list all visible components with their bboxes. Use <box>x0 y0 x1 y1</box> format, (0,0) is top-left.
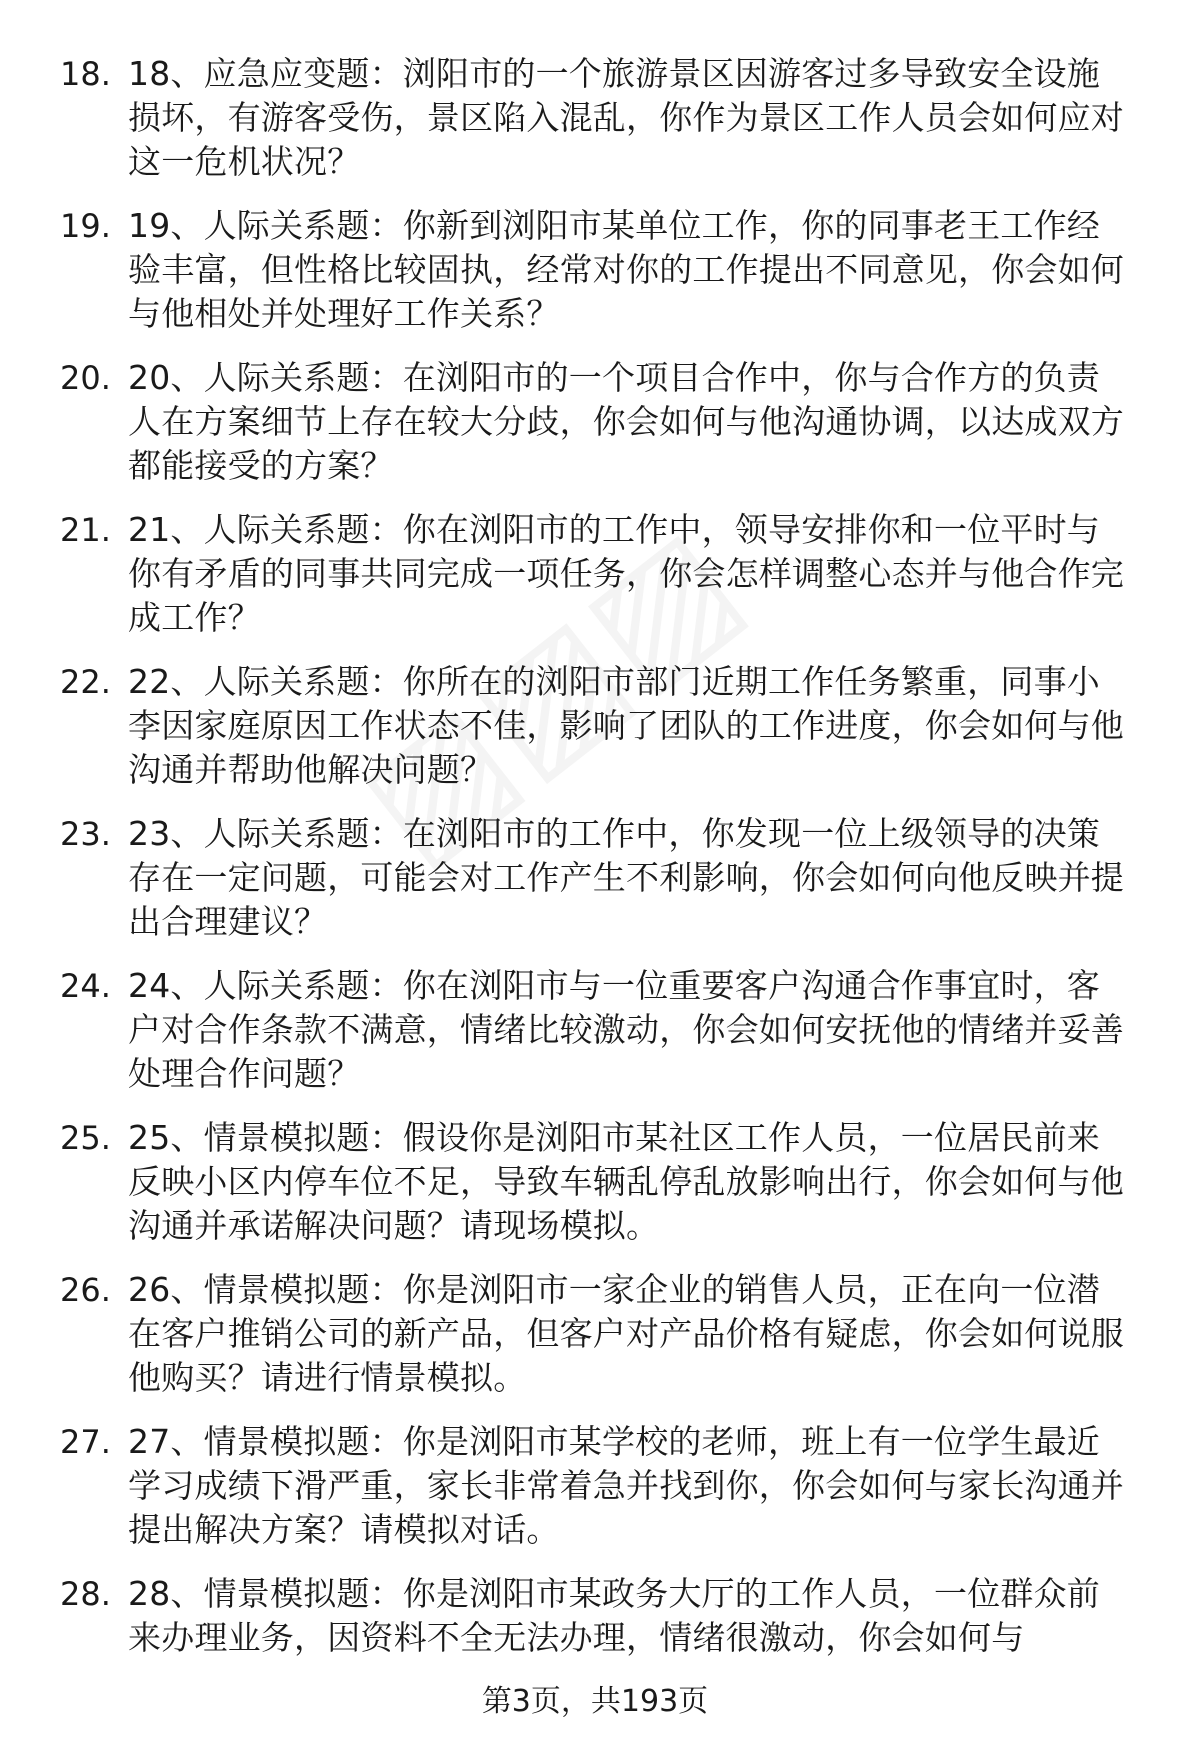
item-text: 22、人际关系题：你所在的浏阳市部门近期工作任务繁重，同事小李因家庭原因工作状态不佳，影响了团队的工作进度，你会如何与他沟通并帮助他解决问题？ <box>128 662 1124 789</box>
list-item <box>60 356 1140 488</box>
item-number: 21. <box>60 511 111 549</box>
item-text: 19、人际关系题：你新到浏阳市某单位工作，你的同事老王工作经验丰富，但性格比较固执，经常对你的工作提出不同意见，你会如何与他相处并处理好工作关系？ <box>128 206 1124 333</box>
list-item <box>60 204 1140 336</box>
list-item <box>60 964 1140 1096</box>
list-item <box>60 1268 1140 1400</box>
item-text: 23、人际关系题：在浏阳市的工作中，你发现一位上级领导的决策存在一定问题，可能会对工作产生不利影响，你会如何向他反映并提出合理建议？ <box>128 814 1124 941</box>
item-text: 18、应急应变题：浏阳市的一个旅游景区因游客过多导致安全设施损坏，有游客受伤，景区陷入混乱，你作为景区工作人员会如何应对这一危机状况？ <box>128 54 1124 181</box>
item-number: 25. <box>60 1119 111 1157</box>
list-item <box>60 508 1140 640</box>
item-number: 26. <box>60 1271 111 1309</box>
item-text: 28、情景模拟题：你是浏阳市某政务大厅的工作人员，一位群众前来办理业务，因资料不全无法办理，情绪很激动，你会如何与 <box>128 1574 1100 1657</box>
list-item <box>60 1572 1140 1660</box>
item-text: 26、情景模拟题：你是浏阳市一家企业的销售人员，正在向一位潜在客户推销公司的新产品，但客户对产品价格有疑虑，你会如何说服他购买？请进行情景模拟。 <box>128 1270 1124 1397</box>
list-item <box>60 1116 1140 1248</box>
item-text: 27、情景模拟题：你是浏阳市某学校的老师，班上有一位学生最近学习成绩下滑严重，家长非常着急并找到你，你会如何与家长沟通并提出解决方案？请模拟对话。 <box>128 1422 1124 1549</box>
item-text: 25、情景模拟题：假设你是浏阳市某社区工作人员，一位居民前来反映小区内停车位不足，导致车辆乱停乱放影响出行，你会如何与他沟通并承诺解决问题？请现场模拟。 <box>128 1118 1124 1245</box>
item-number: 27. <box>60 1423 111 1461</box>
question-list <box>60 52 1140 1680</box>
item-number: 20. <box>60 359 111 397</box>
list-item <box>60 52 1140 184</box>
item-number: 23. <box>60 815 111 853</box>
list-item <box>60 660 1140 792</box>
list-item <box>60 1420 1140 1552</box>
item-text: 21、人际关系题：你在浏阳市的工作中，领导安排你和一位平时与你有矛盾的同事共同完成一项任务，你会怎样调整心态并与他合作完成工作？ <box>128 510 1124 637</box>
item-number: 18. <box>60 55 111 93</box>
item-number: 19. <box>60 207 111 245</box>
item-text: 20、人际关系题：在浏阳市的一个项目合作中，你与合作方的负责人在方案细节上存在较大分歧，你会如何与他沟通协调，以达成双方都能接受的方案？ <box>128 358 1124 485</box>
item-number: 22. <box>60 663 111 701</box>
item-number: 24. <box>60 967 111 1005</box>
item-number: 28. <box>60 1575 111 1613</box>
page-footer: 第3页，共193页 <box>481 1684 709 1719</box>
item-text: 24、人际关系题：你在浏阳市与一位重要客户沟通合作事宜时，客户对合作条款不满意，情绪比较激动，你会如何安抚他的情绪并妥善处理合作问题？ <box>128 966 1124 1093</box>
list-item <box>60 812 1140 944</box>
